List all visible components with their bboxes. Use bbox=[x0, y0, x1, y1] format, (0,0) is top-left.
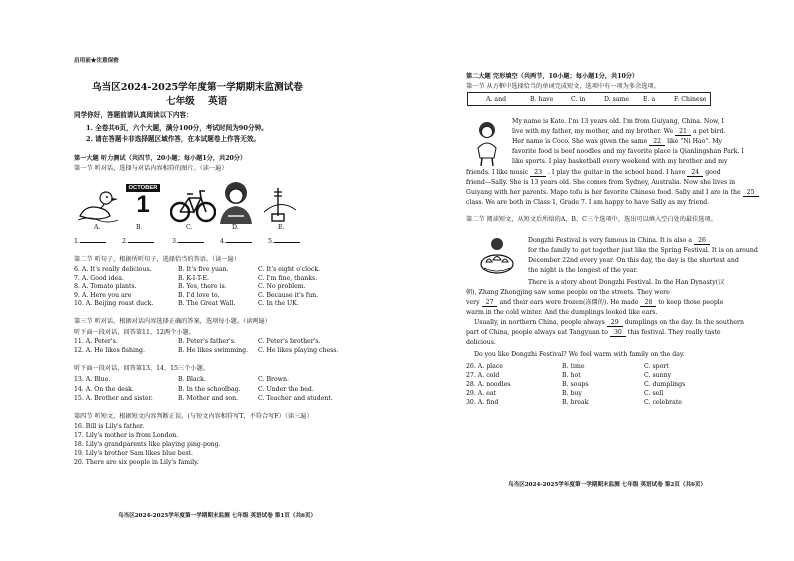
q6-a: 6. A. It's really delicious. bbox=[74, 266, 152, 273]
dumplings-illustration-icon bbox=[478, 236, 516, 276]
q9-c: C. Because it's fun. bbox=[258, 291, 319, 299]
passage1-line-5: like sports. I play basketball every weekend with my brother and my bbox=[512, 158, 728, 165]
q7-a: 7. A. Good idea. bbox=[74, 274, 124, 282]
notice-line-1: 1. 全卷共6页，六个大题，满分100分，考试时间为90分钟。 bbox=[86, 124, 268, 132]
passage1-line-3 bbox=[512, 138, 722, 145]
word-options-box bbox=[467, 92, 711, 106]
q29-c: C. sell bbox=[644, 390, 664, 397]
passage1-text: live with my father, my mother, and my brother. We bbox=[512, 128, 674, 135]
q13-a: 13. A. Blue. bbox=[74, 376, 111, 383]
q26-c: C. sport bbox=[644, 363, 669, 370]
q27-a: 27. A. cold bbox=[466, 372, 500, 379]
passage2-text: part of China, people always eat Tangyuan to bbox=[466, 329, 608, 336]
part1-heading: 第一大题 听力测试（共四节，20小题；每小题1分，共20分） bbox=[74, 155, 247, 162]
q26-b: B. time bbox=[562, 363, 585, 370]
answer-blank-5[interactable] bbox=[268, 238, 300, 245]
q8-b: B. Yes, there is. bbox=[178, 283, 227, 290]
part2-heading: 第二大题 完形填空（共两节，10小题；每小题1分，共10分） bbox=[466, 73, 639, 80]
q29-a: 29. A. eat bbox=[466, 390, 497, 397]
passage2-line-4: the night is the longest of the year. bbox=[528, 267, 638, 274]
blank-label: 1. bbox=[74, 238, 80, 245]
pic-label-c: C. bbox=[186, 224, 193, 231]
passage2-text: and their ears were frozen(冻僵的). He made bbox=[499, 299, 639, 306]
blank-label: 3. bbox=[172, 238, 178, 245]
q16: 16. Bill is Lily's father. bbox=[74, 423, 145, 430]
passage1-text: good bbox=[705, 169, 721, 176]
q19: 19. Lily's brother Sam likes blue best. bbox=[74, 450, 193, 457]
passage2-line-6: 朝), Zhang Zhongjing saw some people on the streets. They were bbox=[466, 289, 670, 296]
notice-line-2: 2. 请在答题卡非选择题区域作答，在本试题卷上作答无效。 bbox=[86, 135, 261, 143]
q15-a: 15. A. Brother and sister. bbox=[74, 395, 153, 402]
answer-blank-3[interactable] bbox=[172, 238, 204, 245]
q30-c: C. celebrate bbox=[644, 399, 682, 406]
passage2-text: this festival. They really taste bbox=[627, 329, 721, 336]
passage1-text: . I play the guitar in the school band. I have bbox=[547, 169, 686, 176]
passage2-line-12: Do you like Dongzhi Festival? We feel warm with family on the day. bbox=[474, 351, 685, 358]
part2-sec1-instruction: 第一节 从方框中选择恰当的单词完成短文，选项中有一项为多余选项。 bbox=[466, 83, 660, 90]
passage1-text: Her name is Coco. She was given the same bbox=[512, 138, 648, 145]
q29-b: B. buy bbox=[562, 390, 582, 397]
q8-c: C. No problem. bbox=[258, 283, 306, 290]
q11-b: B. Peter's father's. bbox=[178, 338, 236, 345]
passage2-text: to keep those people bbox=[658, 299, 724, 306]
picture-d-woman-icon bbox=[216, 180, 256, 224]
exam-subtitle: 七年级 英语 bbox=[166, 96, 228, 107]
picture-e-erhu-icon bbox=[262, 186, 298, 226]
option-f: F. Chinese bbox=[674, 95, 707, 103]
blank-27[interactable]: 27 bbox=[482, 299, 498, 307]
pic-label-e: E. bbox=[278, 224, 285, 231]
q27-c: C. sunny bbox=[644, 372, 672, 379]
blank-25[interactable]: 25 bbox=[743, 189, 759, 197]
passage1-text: a pet bird. bbox=[692, 128, 726, 135]
picture-a-duck-icon bbox=[76, 186, 120, 224]
girl-illustration-icon bbox=[472, 120, 502, 166]
blank-label: 4. bbox=[220, 238, 226, 245]
q12-b: B. He likes swimming. bbox=[178, 347, 249, 354]
q28-a: 28. A. noodles bbox=[466, 381, 511, 388]
q12-c: C. He likes playing chess. bbox=[258, 347, 339, 354]
q17: 17. Lily's mother is from London. bbox=[74, 432, 179, 439]
passage2-line-10 bbox=[466, 329, 721, 336]
blank-label: 5. bbox=[268, 238, 274, 245]
q12-a: 12. A. He likes fishing. bbox=[74, 347, 145, 354]
part1-sec4-instruction: 第四节 听短文，根据短文内容判断正误。(与短文内容相符写T，不符合写F）（读三遍） bbox=[74, 413, 313, 420]
option-a: A. and bbox=[486, 95, 507, 103]
passage1-line-2 bbox=[512, 128, 726, 135]
passage1-text: friends. I like music bbox=[466, 169, 529, 176]
blank-label: 2. bbox=[122, 238, 128, 245]
part1-sec3-instruction: 第三节 听对话，根据对话内容选择正确的答案，选项每小题。（读两遍） bbox=[74, 318, 271, 325]
passage2-line-2: for the family to get together just like the Spring Festival. It is on around bbox=[528, 247, 758, 254]
q30-a: 30. A. find bbox=[466, 399, 499, 406]
footer-left: 乌当区2024-2025学年度第一学期期末监测 七年级 英语试卷 第1页（共6页） bbox=[118, 513, 317, 519]
passage2-text: Dongzhi Festival is very famous in China. It is also a bbox=[528, 237, 693, 244]
answer-blank-4[interactable] bbox=[220, 238, 252, 245]
q13-b: B. Black. bbox=[178, 376, 206, 383]
q7-b: B. K-I-T-E. bbox=[178, 274, 209, 282]
q20: 20. There are six people in Lily's family. bbox=[74, 459, 199, 466]
passage2-line-9 bbox=[474, 319, 744, 326]
exam-title: 乌当区2024-2025学年度第一学期期末监测试卷 bbox=[92, 82, 303, 93]
passage2-text: very bbox=[466, 299, 480, 306]
q13-c: C. Brown. bbox=[258, 376, 289, 383]
blank-21[interactable]: 21 bbox=[675, 128, 691, 136]
calendar-month: OCTOBER bbox=[126, 184, 160, 192]
answer-blank-1[interactable] bbox=[74, 238, 106, 245]
passage2-line-7 bbox=[466, 299, 723, 306]
option-e: E. a bbox=[643, 95, 656, 103]
q14-a: 14. A. On the desk. bbox=[74, 385, 134, 393]
blank-26[interactable]: 26 bbox=[694, 237, 710, 245]
q8-a: 8. A. Tomato plants. bbox=[74, 283, 137, 290]
q10-a: 10. A. Beijing roast duck. bbox=[74, 300, 154, 307]
q27-b: B. hot bbox=[562, 372, 581, 379]
blank-22[interactable]: 22 bbox=[649, 138, 665, 146]
passage2-line-3: December 22nd every year. On this day, the day is the shortest and bbox=[528, 257, 739, 264]
blank-29[interactable]: 29 bbox=[607, 319, 623, 327]
q14-b: B. In the schoolbag. bbox=[178, 385, 241, 393]
footer-right: 乌当区2024-2025学年度第一学期期末监测 七年级 英语试卷 第2页（共6页） bbox=[508, 482, 707, 488]
q10-b: B. The Great Wall. bbox=[178, 300, 236, 307]
passage1-line-1: My name is Kate. I'm 13 years old. I'm from Guiyang, China. Now, I bbox=[512, 118, 724, 125]
passage1-line-9: class. We are both in Class 1, Grade 7. I am happy to have Sally as my friend. bbox=[466, 199, 710, 206]
q6-c: C. It's eight o'clock. bbox=[258, 266, 321, 273]
q11-c: C. Peter's brother's. bbox=[258, 338, 321, 345]
part1-sec1-instruction: 第一节 听对话，选择与对话内容相符的图片。（读一遍） bbox=[74, 165, 228, 172]
part1-sec3b-instruction: 听下面一段对话，回答第13、14、15三个小题。 bbox=[74, 365, 209, 372]
passage1-text: Guiyang with her parents. Mapo tofu is her favorite Chinese food. Sally and I are in the bbox=[466, 189, 741, 196]
q6-b: B. It's five yuan. bbox=[178, 266, 229, 273]
q7-c: C. I'm fine, thanks. bbox=[258, 274, 318, 282]
q26-a: 26. A. place bbox=[466, 363, 503, 370]
passage1-line-4: favorite food is beef noodles and my favorite place is Qianlingshan Park. I bbox=[512, 148, 744, 155]
passage2-line-11: delicious. bbox=[466, 339, 496, 346]
passage2-text: dumplings on the day. In the southern bbox=[624, 319, 744, 326]
q9-b: B. I'd love to. bbox=[178, 291, 220, 299]
blank-24[interactable]: 24 bbox=[687, 169, 703, 177]
part1-sec3a-instruction: 听下面一段对话，回答第11、12两个小题。 bbox=[74, 329, 195, 336]
q30-b: B. break bbox=[562, 399, 589, 406]
passage1-line-7: friend—Sally. She is 13 years old. She comes from Sydney, Australia. Now she lives in bbox=[466, 179, 736, 186]
pic-label-b: B. bbox=[136, 224, 143, 231]
passage2-line-5: There is a story about Dongzhi Festival. In the Han Dynasty(汉 bbox=[528, 279, 725, 286]
notice-heading: 同学你好，答题前请认真阅读以下内容： bbox=[74, 111, 193, 119]
pic-label-d: D. bbox=[232, 224, 239, 231]
option-d: D. same bbox=[604, 95, 630, 103]
blank-30[interactable]: 30 bbox=[610, 329, 626, 337]
q28-c: C. dumplings bbox=[644, 381, 686, 388]
blank-23[interactable]: 23 bbox=[530, 169, 546, 177]
q15-c: C. Teacher and student. bbox=[258, 395, 333, 402]
blank-28[interactable]: 28 bbox=[640, 299, 656, 307]
part1-sec2-instruction: 第二节 听句子，根据所听句子，选择恰当的答语。（读一遍） bbox=[74, 256, 240, 263]
passage2-line-1 bbox=[528, 237, 710, 244]
pic-label-a: A. bbox=[94, 224, 101, 231]
q18: 18. Lily's grandparents like playing ping-pong. bbox=[74, 441, 221, 448]
passage2-line-8: warm in the cold winter. And the dumplings looked like ears. bbox=[466, 309, 658, 316]
passage2-text: Usually, in northern China, people always bbox=[474, 319, 605, 326]
q10-c: C. In the UK. bbox=[258, 300, 299, 307]
passage1-line-6 bbox=[466, 169, 721, 176]
picture-c-bicycle-icon bbox=[170, 182, 216, 224]
q11-a: 11. A. Peter's. bbox=[74, 338, 118, 345]
q9-a: 9. A. Here you are bbox=[74, 291, 132, 299]
part2-sec2-instruction: 第二节 阅读短文，从短文后所给的A、B、C三个选项中，选出可以填入空白处的最佳选项。 bbox=[466, 216, 717, 223]
q28-b: B. soups bbox=[562, 381, 589, 388]
option-b: B. have bbox=[530, 95, 554, 103]
passage1-text: like "Ni Hao". My bbox=[667, 138, 723, 145]
confidential-mark: 启用前★注意保密 bbox=[74, 58, 119, 64]
calendar-day: 1 bbox=[136, 191, 150, 218]
option-c: C. in bbox=[571, 95, 586, 103]
q15-b: B. Mother and son. bbox=[178, 395, 239, 402]
picture-b-calendar-icon bbox=[126, 184, 160, 222]
answer-blank-2[interactable] bbox=[122, 238, 154, 245]
passage1-line-8 bbox=[466, 189, 759, 196]
q14-c: C. Under the bed. bbox=[258, 385, 314, 393]
